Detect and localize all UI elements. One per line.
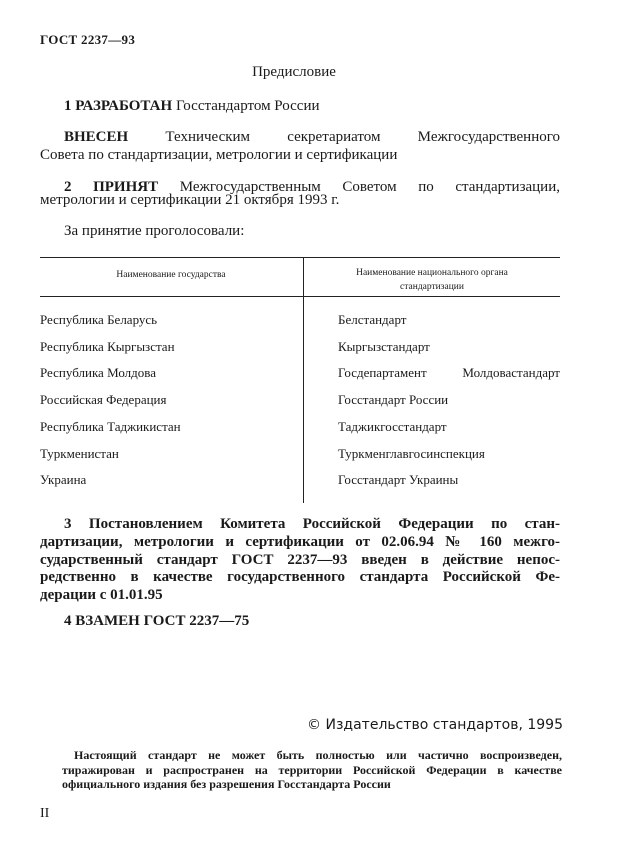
page-title: Предисловие bbox=[252, 64, 336, 80]
item-1 bbox=[64, 95, 320, 117]
table-row-2-body: Кыргызстандарт bbox=[338, 339, 430, 354]
introduced-label: ВНЕСЕН bbox=[64, 129, 129, 145]
table-row-7-body: Госстандарт Украины bbox=[338, 472, 459, 487]
notice-line-3: официального издания без разрешения Госстандарта России bbox=[62, 777, 391, 791]
notice-line-2: тиражирован и распространен на территории Российской Федерации в качестве bbox=[62, 763, 562, 777]
item-3-line-3: сударственный стандарт ГОСТ 2237—93 введен в действие непос- bbox=[40, 552, 560, 568]
table-row-1-state: Республика Беларусь bbox=[40, 312, 158, 327]
item-3-line-2: дартизации, метрологии и сертификации от 02.06.94 № 160 межго- bbox=[40, 534, 560, 550]
col-header-body bbox=[304, 266, 560, 294]
table-header-rule bbox=[40, 296, 560, 297]
table-row-3-body: Госдепартамент Молдовастандарт bbox=[338, 365, 560, 380]
table-row-5-body: Таджикгосстандарт bbox=[338, 419, 447, 434]
table-row-7-state: Украина bbox=[40, 472, 87, 487]
introduced-text-1: Техническим секретариатом Межгосударственного bbox=[165, 129, 560, 145]
item-4: 4 ВЗАМЕН ГОСТ 2237—75 bbox=[64, 613, 250, 629]
table-row-6-body: Туркменглавгосинспекция bbox=[338, 446, 485, 461]
table-row-5-state: Республика Таджикистан bbox=[40, 419, 181, 434]
table-row-4-body: Госстандарт России bbox=[338, 392, 449, 407]
voted-intro: За принятие проголосовали: bbox=[64, 223, 245, 239]
item-1-label: 1 РАЗРАБОТАН bbox=[64, 98, 173, 114]
item-2-label: 2 ПРИНЯТ bbox=[64, 179, 159, 195]
copyright: © Издательство стандартов, 1995 bbox=[307, 717, 563, 733]
col-header-body-line-2: стандартизации bbox=[400, 282, 464, 292]
item-2-line-2: метрологии и сертификации 21 октября 1993 г. bbox=[40, 192, 340, 208]
table-row-1-body: Белстандарт bbox=[338, 312, 407, 327]
item-3-line-4: редственно в качестве государственного стандарта Российской Фе- bbox=[40, 569, 560, 585]
item-2-text-1: Межгосударственным Советом по стандартизации, bbox=[179, 179, 560, 195]
col-header-body-line-1: Наименование национального органа bbox=[356, 268, 508, 278]
table-row-2-state: Республика Кыргызстан bbox=[40, 339, 175, 354]
table-row-3-state: Республика Молдова bbox=[40, 365, 156, 380]
col-header-state: Наименование государства bbox=[116, 270, 226, 280]
table-top-rule bbox=[40, 257, 560, 258]
document-code-header: ГОСТ 2237—93 bbox=[40, 32, 136, 47]
item-3-line-5: дерации с 01.01.95 bbox=[40, 587, 163, 603]
page-number: II bbox=[40, 806, 50, 821]
table-row-4-state: Российская Федерация bbox=[40, 392, 167, 407]
table-row-6-state: Туркменистан bbox=[40, 446, 119, 461]
item-1-text: Госстандартом России bbox=[175, 98, 320, 114]
introduced-line-2: Совета по стандартизации, метрологии и сертификации bbox=[40, 147, 398, 163]
notice-line-1: Настоящий стандарт не может быть полностью или частично воспроизведен, bbox=[74, 748, 562, 762]
item-3-line-1: 3 Постановлением Комитета Российской Федерации по стан- bbox=[64, 516, 560, 532]
